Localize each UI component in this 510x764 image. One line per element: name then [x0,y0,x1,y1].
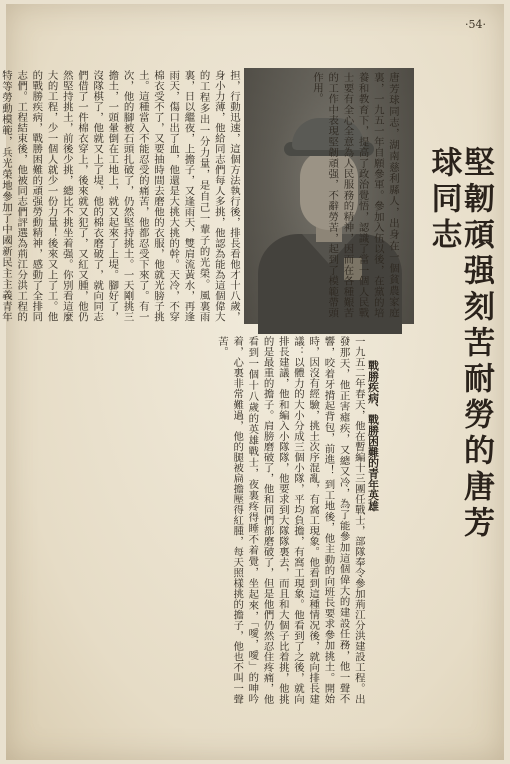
document-page [0,4,504,760]
section-subheading: 戰勝疾病、戰勝困難的青年英雄 [367,360,380,512]
intro-paragraph [268,72,400,318]
page-number: ·54· [465,18,486,31]
body-column-upper-left [0,70,241,322]
body-text-lower: 一九五二年春天，他在暫編十三團任戰士，部隊奉令參加荊江分洪建設工程。出發那天，他正害瘧疾，又總又冷，為了能參加這個偉大的建設任務，他一聲不響，咬着牙揹起背包，前進！ 到工地後，他主動的向班長要求參加挑土。開始時，因沒有經驗，挑土次序混亂，有窩工現象。他看到這種情况後，就向排長建議：以體力的大小分成三個小隊，平均負擔，有窩工現象。他看到了之後，就向排長建議，他和編入小隊隊，他要求到大隊隊裏去，而且和大個子比着挑，他挑的是最重的擔子。肩膀磨破了，他和同們都磨破了，但是他們仍然忍住疼痛，他看到一個十八歲的英雄戰士，夜裏疼得睡不着覺，坐起來，「噯，噯」的呻吟着，心裏非常難過，他的腿被扁擔壓得紅腫，每天照樣挑的擔子，他也不叫一聲苦。 [215,336,365,704]
article-title: 堅韌頑强刻苦耐勞的唐芳球同志 [425,146,494,542]
body-column-lower [36,336,381,704]
intro-text: 唐芳球同志，湖南慈利縣人，出身在一個貧農家庭裏，一九五一年自願參軍。參加入伍以後，在黨的培養和教育下，提高了政治覺悟，認識了當一個人民戰士要有全心全意為人民服務的精神，因而在各種艱苦的工作中表現堅韌頑强，不辭勞苦，起到了模範帶頭作用。 [310,72,399,318]
body-text-upper-left: 担，行動迅速，這個方法執行後，排長看他才十八歲，身小力薄，他給同志們每人多挑，他認為能為這個偉大的工程多出一分力量，是自己一輩子的光榮。風裏雨裏，日以繼夜，上擔子，又逢雨天，雙肩流黃水，再逢雨天，傷口出了血，他還是大挑大挑的幹。天冷，不穿棉衣受不了，又要抽時間去磨他的衣服，他就光膀子挑土。這種當入不能忍受的痛苦，他都忍受下來了。有一次，他的腳被石頭扎破了，仍然堅持挑土。一天剛挑三擔土，一頭暈倒在工地上，就又起來了上堤。腳好了，沒隊棋了，他就又上了堤，他的棉衣磨破了，就向同志們借了一件棉衣穿上，後來就又犯了，又紅又腫，他仍然堅持挑土，前後少挑，總比不挑坐着强。你別看這麼大的工程，少一個人就少一份力量！後來又上了工。他的戰勝疾病，戰勝困難的頑强勞動精神，感動了全排同志們。工程結束後，他被同志們評選為荊江分洪工程的特等勞動模範，兵光榮地參加了中國新民主主義青年 [0,70,240,322]
